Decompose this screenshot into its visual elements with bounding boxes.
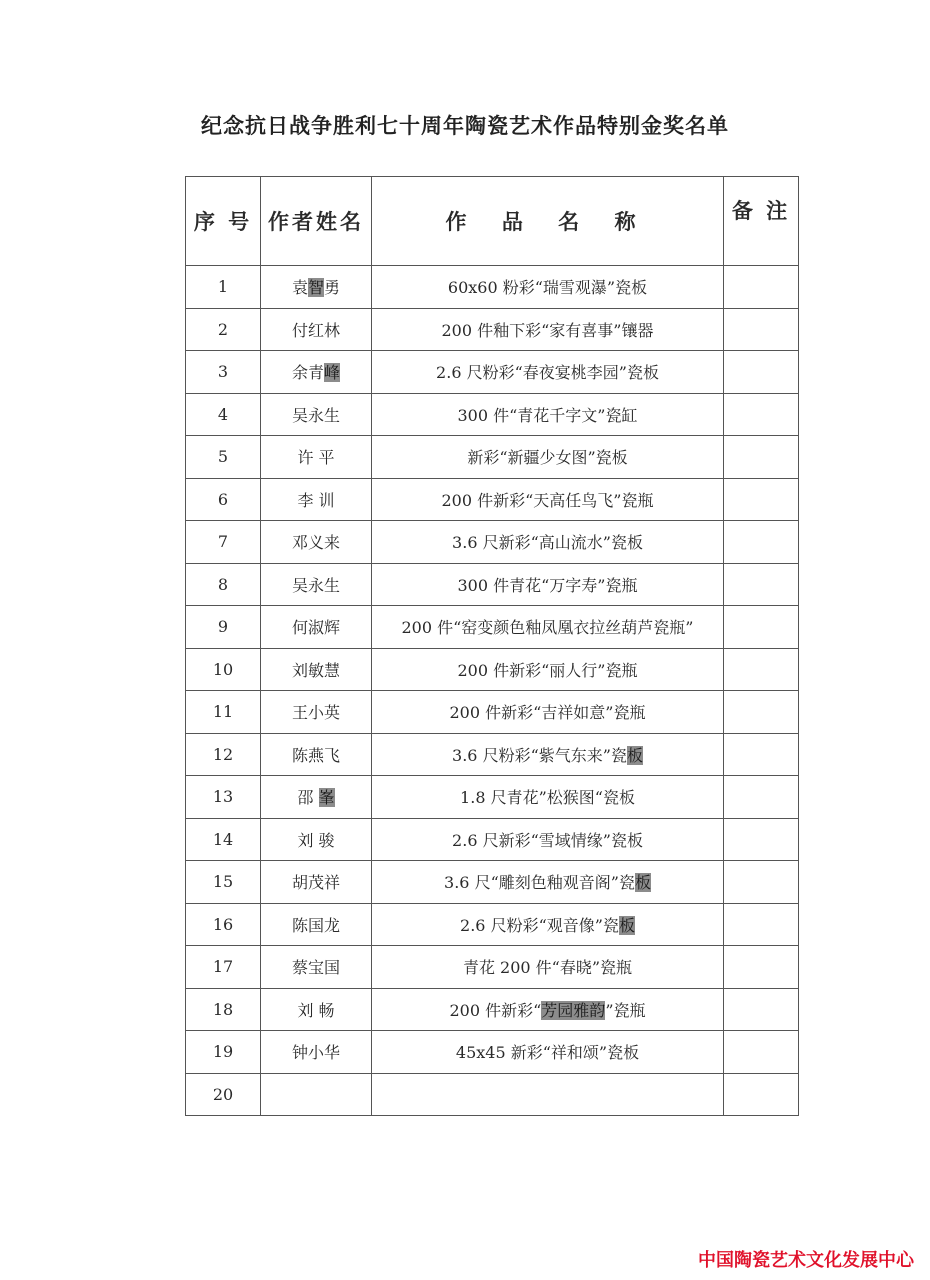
table-row (186, 478, 799, 521)
cell-text: 吴永生 (291, 575, 340, 595)
cell-author-name (261, 1073, 372, 1116)
highlighted-text: 峯 (318, 788, 335, 808)
header-seq: 序 号 (186, 177, 261, 266)
cell-text: 刘敏慧 (291, 660, 340, 680)
table-row (186, 861, 799, 904)
cell-text: 刘 骏 (297, 830, 335, 850)
cell-author-name (261, 606, 372, 649)
cell-remark (724, 563, 799, 606)
footer-organization: 中国陶瓷艺术文化发展中心 (698, 1250, 914, 1271)
cell-seq: 1 (186, 266, 261, 309)
cell-text: 王小英 (291, 703, 340, 723)
header-work: 作 品 名 称 (372, 177, 724, 266)
cell-remark (724, 903, 799, 946)
cell-work-title (372, 266, 724, 309)
cell-text: ”瓷瓶 (605, 1000, 646, 1020)
cell-seq: 13 (186, 776, 261, 819)
highlighted-text: 智 (307, 278, 324, 298)
cell-text: 刘 畅 (297, 1000, 335, 1020)
cell-text: 2.6 尺粉彩“观音像”瓷 (460, 915, 619, 935)
cell-text: 袁 (291, 278, 308, 298)
cell-remark (724, 393, 799, 436)
cell-text: 3.6 尺新彩“高山流水”瓷板 (452, 533, 643, 553)
cell-remark (724, 1073, 799, 1116)
cell-text: 许 平 (297, 448, 335, 468)
table-row (186, 351, 799, 394)
cell-remark (724, 266, 799, 309)
cell-text: 李 训 (297, 490, 335, 510)
cell-seq: 4 (186, 393, 261, 436)
cell-text: 何淑辉 (291, 618, 340, 638)
cell-remark (724, 1031, 799, 1074)
cell-seq: 5 (186, 436, 261, 479)
table-row (186, 393, 799, 436)
cell-remark (724, 308, 799, 351)
cell-text: 付红林 (291, 320, 340, 340)
cell-seq: 3 (186, 351, 261, 394)
table-row (186, 648, 799, 691)
cell-seq: 18 (186, 988, 261, 1031)
cell-author-name (261, 478, 372, 521)
cell-author-name (261, 946, 372, 989)
cell-text: 45x45 新彩“祥和颂”瓷板 (455, 1043, 640, 1063)
cell-author-name (261, 988, 372, 1031)
cell-text: 2.6 尺粉彩“春夜宴桃李园”瓷板 (436, 363, 659, 383)
highlighted-text: 板 (618, 915, 635, 935)
cell-work-title (372, 818, 724, 861)
cell-author-name (261, 648, 372, 691)
cell-remark (724, 691, 799, 734)
cell-seq: 7 (186, 521, 261, 564)
cell-work-title (372, 988, 724, 1031)
cell-remark (724, 648, 799, 691)
table-row (186, 691, 799, 734)
table-row (186, 776, 799, 819)
cell-remark (724, 521, 799, 564)
cell-author-name (261, 308, 372, 351)
cell-text: 青花 200 件“春晓”瓷瓶 (462, 958, 633, 978)
cell-work-title (372, 861, 724, 904)
cell-text: 3.6 尺粉彩“紫气东来”瓷 (452, 745, 627, 765)
cell-work-title (372, 776, 724, 819)
cell-author-name (261, 351, 372, 394)
cell-text: 陈国龙 (291, 915, 340, 935)
cell-text: 吴永生 (291, 405, 340, 425)
table-row (186, 563, 799, 606)
cell-seq: 8 (186, 563, 261, 606)
cell-work-title (372, 436, 724, 479)
cell-remark (724, 478, 799, 521)
cell-text: 胡茂祥 (291, 873, 340, 893)
cell-author-name (261, 903, 372, 946)
cell-seq: 11 (186, 691, 261, 734)
cell-text: 邓义来 (291, 533, 340, 553)
cell-work-title (372, 648, 724, 691)
table-row (186, 733, 799, 776)
cell-remark (724, 861, 799, 904)
cell-work-title (372, 521, 724, 564)
highlighted-text: 峰 (324, 363, 341, 383)
cell-text: 2.6 尺新彩“雪域情缘”瓷板 (452, 830, 643, 850)
cell-seq: 15 (186, 861, 261, 904)
cell-author-name (261, 393, 372, 436)
cell-work-title (372, 733, 724, 776)
cell-author-name (261, 818, 372, 861)
cell-remark (724, 733, 799, 776)
cell-remark (724, 946, 799, 989)
cell-work-title (372, 903, 724, 946)
table-body (186, 266, 799, 1116)
cell-text: 邵 (297, 788, 319, 808)
cell-text: 200 件“窑变颜色釉凤凰衣拉丝葫芦瓷瓶” (401, 618, 694, 638)
cell-text: 200 件新彩“ (449, 1000, 542, 1020)
cell-text: 1.8 尺青花”松猴图“瓷板 (460, 788, 635, 808)
table-row (186, 946, 799, 989)
table-row (186, 903, 799, 946)
cell-remark (724, 351, 799, 394)
cell-text: 勇 (324, 278, 341, 298)
document-title: 纪念抗日战争胜利七十周年陶瓷艺术作品特别金奖名单 (201, 113, 729, 138)
cell-seq: 9 (186, 606, 261, 649)
cell-work-title (372, 946, 724, 989)
cell-seq: 20 (186, 1073, 261, 1116)
cell-seq: 14 (186, 818, 261, 861)
cell-text: 新彩“新疆少女图”瓷板 (467, 448, 628, 468)
cell-seq: 19 (186, 1031, 261, 1074)
cell-author-name (261, 266, 372, 309)
cell-seq: 16 (186, 903, 261, 946)
cell-work-title (372, 393, 724, 436)
awards-table (185, 176, 799, 1116)
cell-seq: 17 (186, 946, 261, 989)
cell-remark (724, 606, 799, 649)
cell-text: 300 件青花“万字寿”瓷瓶 (457, 575, 638, 595)
cell-author-name (261, 436, 372, 479)
cell-text: 余青 (291, 363, 324, 383)
table-header-row (186, 177, 799, 266)
cell-author-name (261, 521, 372, 564)
cell-author-name (261, 733, 372, 776)
cell-remark (724, 776, 799, 819)
table-row (186, 521, 799, 564)
cell-author-name (261, 861, 372, 904)
cell-text: 200 件新彩“吉祥如意”瓷瓶 (449, 703, 646, 723)
table-row (186, 988, 799, 1031)
cell-text: 钟小华 (291, 1043, 340, 1063)
cell-seq: 2 (186, 308, 261, 351)
cell-remark (724, 818, 799, 861)
cell-text: 陈燕飞 (291, 745, 340, 765)
cell-text: 蔡宝国 (291, 958, 340, 978)
cell-text: 60x60 粉彩“瑞雪观瀑”瓷板 (447, 278, 648, 298)
cell-seq: 6 (186, 478, 261, 521)
cell-text: 200 件新彩“丽人行”瓷瓶 (457, 660, 638, 680)
cell-seq: 10 (186, 648, 261, 691)
table-row (186, 1073, 799, 1116)
table-row (186, 436, 799, 479)
cell-text: 200 件新彩“天高任鸟飞”瓷瓶 (441, 490, 654, 510)
table-row (186, 266, 799, 309)
cell-work-title (372, 1031, 724, 1074)
table-row (186, 818, 799, 861)
highlighted-text: 板 (626, 745, 643, 765)
cell-text: 3.6 尺“雕刻色釉观音阁”瓷 (444, 873, 635, 893)
cell-author-name (261, 776, 372, 819)
highlighted-text: 板 (634, 873, 651, 893)
cell-work-title (372, 1073, 724, 1116)
cell-text: 300 件“青花千字文”瓷缸 (457, 405, 638, 425)
cell-work-title (372, 351, 724, 394)
cell-work-title (372, 308, 724, 351)
cell-work-title (372, 606, 724, 649)
table-row (186, 308, 799, 351)
cell-remark (724, 988, 799, 1031)
cell-author-name (261, 563, 372, 606)
cell-author-name (261, 691, 372, 734)
header-name: 作者姓名 (261, 177, 372, 266)
cell-work-title (372, 563, 724, 606)
cell-seq: 12 (186, 733, 261, 776)
cell-work-title (372, 691, 724, 734)
table-row (186, 606, 799, 649)
header-remark: 备 注 (724, 177, 799, 266)
cell-text: 200 件釉下彩“家有喜事”镶器 (441, 320, 654, 340)
cell-work-title (372, 478, 724, 521)
highlighted-text: 芳园雅韵 (541, 1000, 606, 1020)
cell-remark (724, 436, 799, 479)
table-row (186, 1031, 799, 1074)
cell-author-name (261, 1031, 372, 1074)
